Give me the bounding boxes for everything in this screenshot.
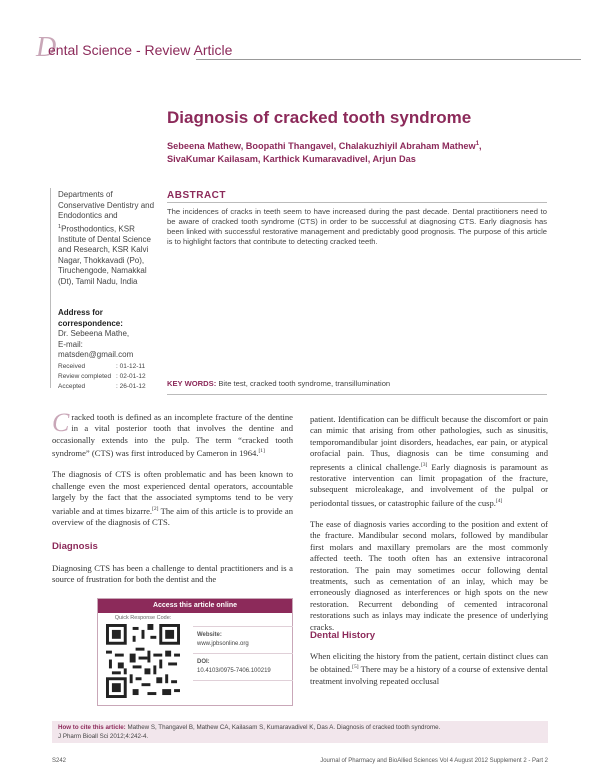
affiliation-part2: Prosthodontics, KSR Institute of Dental Science and Research, KSR Kalvi Nagar, Thokkavadi (Po), Tiruchengode, Namakkal (Dt), Tamil Nadu, India: [58, 224, 151, 286]
correspondence-email[interactable]: E-mail: matsden@gmail.com: [58, 339, 134, 359]
body-paragraph: The ease of diagnosis varies according to the position and extent of the fracture. Mandibular second molars, followed by mandibular first molars and maxillary premolars are the most commonly affected teeth. The tooth often has an extensive intracoronal restoration. The pain may sometimes occur following dental treatments, such as cementation of an inlay, which may be erroneously diagnosed as interferences or high spots on the new restoration. Recurrent debonding of cemented intracoronal restorations such as inlays may indicate the presence of underlying cracks.: [310, 518, 548, 632]
date-row: [58, 382, 158, 392]
body-paragraph: Diagnosing CTS has been a challenge to dental practitioners and is a source of frustration for both the dentist and the: [52, 563, 293, 585]
author-list: Sebeena Mathew, Boopathi Thangavel, Chalakuzhiyil Abraham Mathew$^1$, SivaKumar Kailasam, Karthick Kumaravadivel, Arjun Das: [167, 141, 482, 165]
diagnosis-heading: Diagnosis: [52, 541, 98, 552]
citation-ref[interactable]: [1]: [258, 448, 265, 455]
date-row: [58, 362, 158, 372]
qr-code[interactable]: [106, 624, 180, 698]
date-label: Review completed: [58, 373, 112, 380]
body-paragraph: [52, 469, 293, 528]
body-paragraph: [52, 408, 293, 459]
header-rule: [196, 59, 581, 60]
access-details: [193, 613, 293, 681]
dental-history-heading: Dental History: [310, 630, 376, 641]
body-column-left-lower: [52, 563, 293, 596]
doi-label: DOI:: [197, 659, 210, 665]
dropcap: C: [52, 408, 70, 437]
keywords-heading: KEY WORDS:: [167, 379, 217, 388]
abstract-text: The incidences of cracks in teeth seem to have increased during the past decade. Dental practitioners need to be aware of cracked tooth syndrome (CTS) in order to be successful at diagnosing CTS. Early diagnosis has been linked with successful restorative management and predictably good prognosis. The purpose of this article is to highlight factors that contribute to detecting cracked teeth.: [167, 207, 547, 246]
authors-line1: Sebeena Mathew, Boopathi Thangavel, Chalakuzhiyil Abraham Mathew: [167, 141, 476, 152]
paragraph-text: racked tooth is defined as an incomplete fracture of the dentine in a vital posterior tooth that involves the dentine and occasionally extends into the pulp. The term “cracked tooth syndrome” (CTS) was first introduced by Cameron in 1964.: [52, 412, 293, 459]
doi-link[interactable]: 10.4103/0975-7406.100219: [197, 668, 271, 674]
date-label: Accepted: [58, 383, 86, 390]
date-label: Received: [58, 363, 86, 370]
affiliation-part1: Departments of Conservative Dentistry and Endodontics and: [58, 190, 155, 220]
section-label: ental Science - Review Article: [48, 42, 233, 58]
authors-line2: SivaKumar Kailasam, Karthick Kumaravadivel, Arjun Das: [167, 154, 416, 165]
website-label: Website:: [197, 632, 222, 638]
journal-info: Journal of Pharmacy and BioAllied Sciences Vol 4 August 2012 Supplement 2 - Part 2: [320, 758, 548, 764]
website-row: [193, 627, 293, 654]
citation-ref[interactable]: [2]: [152, 505, 159, 512]
doi-row: [193, 654, 293, 681]
body-paragraph: [310, 651, 548, 687]
affiliation-sup: 1: [58, 223, 62, 230]
body-paragraph: [310, 414, 548, 509]
article-dates: [58, 362, 158, 392]
citation-ref[interactable]: [5]: [352, 664, 359, 671]
body-column-right: [310, 414, 548, 643]
authors-sup: 1: [475, 141, 480, 147]
affiliation-rule: [50, 188, 51, 388]
abstract-heading: ABSTRACT: [167, 190, 226, 201]
paragraph-text: Early diagnosis is paramount as restorative intervention can limit propagation of the fracture, subsequent microleakage, and involvement of the pulpal or periodontal tissues, or catastrophic failure of the cusp.: [310, 461, 548, 508]
keywords-text: Bite test, cracked tooth syndrome, transillumination: [218, 379, 391, 388]
website-link[interactable]: www.jpbsonline.org: [197, 641, 249, 647]
paragraph-text: The aim of this article is to provide an overview of the diagnosis of CTS.: [52, 505, 293, 527]
page-number: S242: [52, 758, 67, 764]
access-box: [97, 598, 293, 706]
date-value: : 02-01-12: [116, 373, 146, 380]
paragraph-text: There may be a history of a course of extensive dental treatment involving repeated occlusal: [310, 664, 548, 686]
citation-heading: How to cite this article:: [58, 724, 126, 731]
keywords-rule: [167, 394, 547, 395]
access-spacer: [193, 613, 293, 627]
section-initial: D: [36, 32, 57, 63]
correspondence-heading: Address for correspondence:: [58, 308, 123, 328]
correspondence: [58, 308, 158, 361]
citation-line2: J Pharm Bioall Sci 2012;4:242-4.: [58, 733, 149, 740]
date-value: : 26-01-12: [116, 383, 146, 390]
article-title: Diagnosis of cracked tooth syndrome: [167, 108, 472, 127]
correspondence-name: Dr. Sebeena Mathe,: [58, 329, 130, 338]
body-column-left: [52, 408, 293, 538]
abstract-rule: [167, 202, 547, 203]
body-column-right-lower: [310, 651, 548, 697]
date-value: : 01-12-11: [116, 363, 146, 370]
paragraph-text: patient. Identification can be difficult because the discomfort or pain can mimic that arising from other pathologies, such as sinusitis, temporomandibular joint disorders, headaches, ear pain, or atypical orofacial pain. Thus, diagnosis can be time consuming and represents a clinical challenge.: [310, 414, 548, 472]
keywords: [167, 379, 547, 388]
affiliation: [58, 190, 158, 287]
access-heading: Access this article online: [98, 599, 292, 613]
paragraph-text: When eliciting the history from the patient, certain distinct clues can be obtained.: [310, 651, 548, 675]
section-header: [36, 33, 556, 67]
qr-label: Quick Response Code:: [114, 615, 172, 621]
citation-text: Mathew S, Thangavel B, Mathew CA, Kailasam S, Kumaravadivel K, Das A. Diagnosis of cracked tooth syndrome.: [127, 724, 441, 731]
paragraph-text: The diagnosis of CTS is often problematic and has been known to challenge even the most experienced dental operators, accountable largely by the fact that the associated symptoms tend to be very variable and at times bizarre.: [52, 469, 293, 516]
date-row: [58, 372, 158, 382]
citation-ref[interactable]: [4]: [495, 497, 503, 504]
citation-ref[interactable]: [3]: [420, 461, 428, 468]
citation-box: [52, 721, 548, 743]
